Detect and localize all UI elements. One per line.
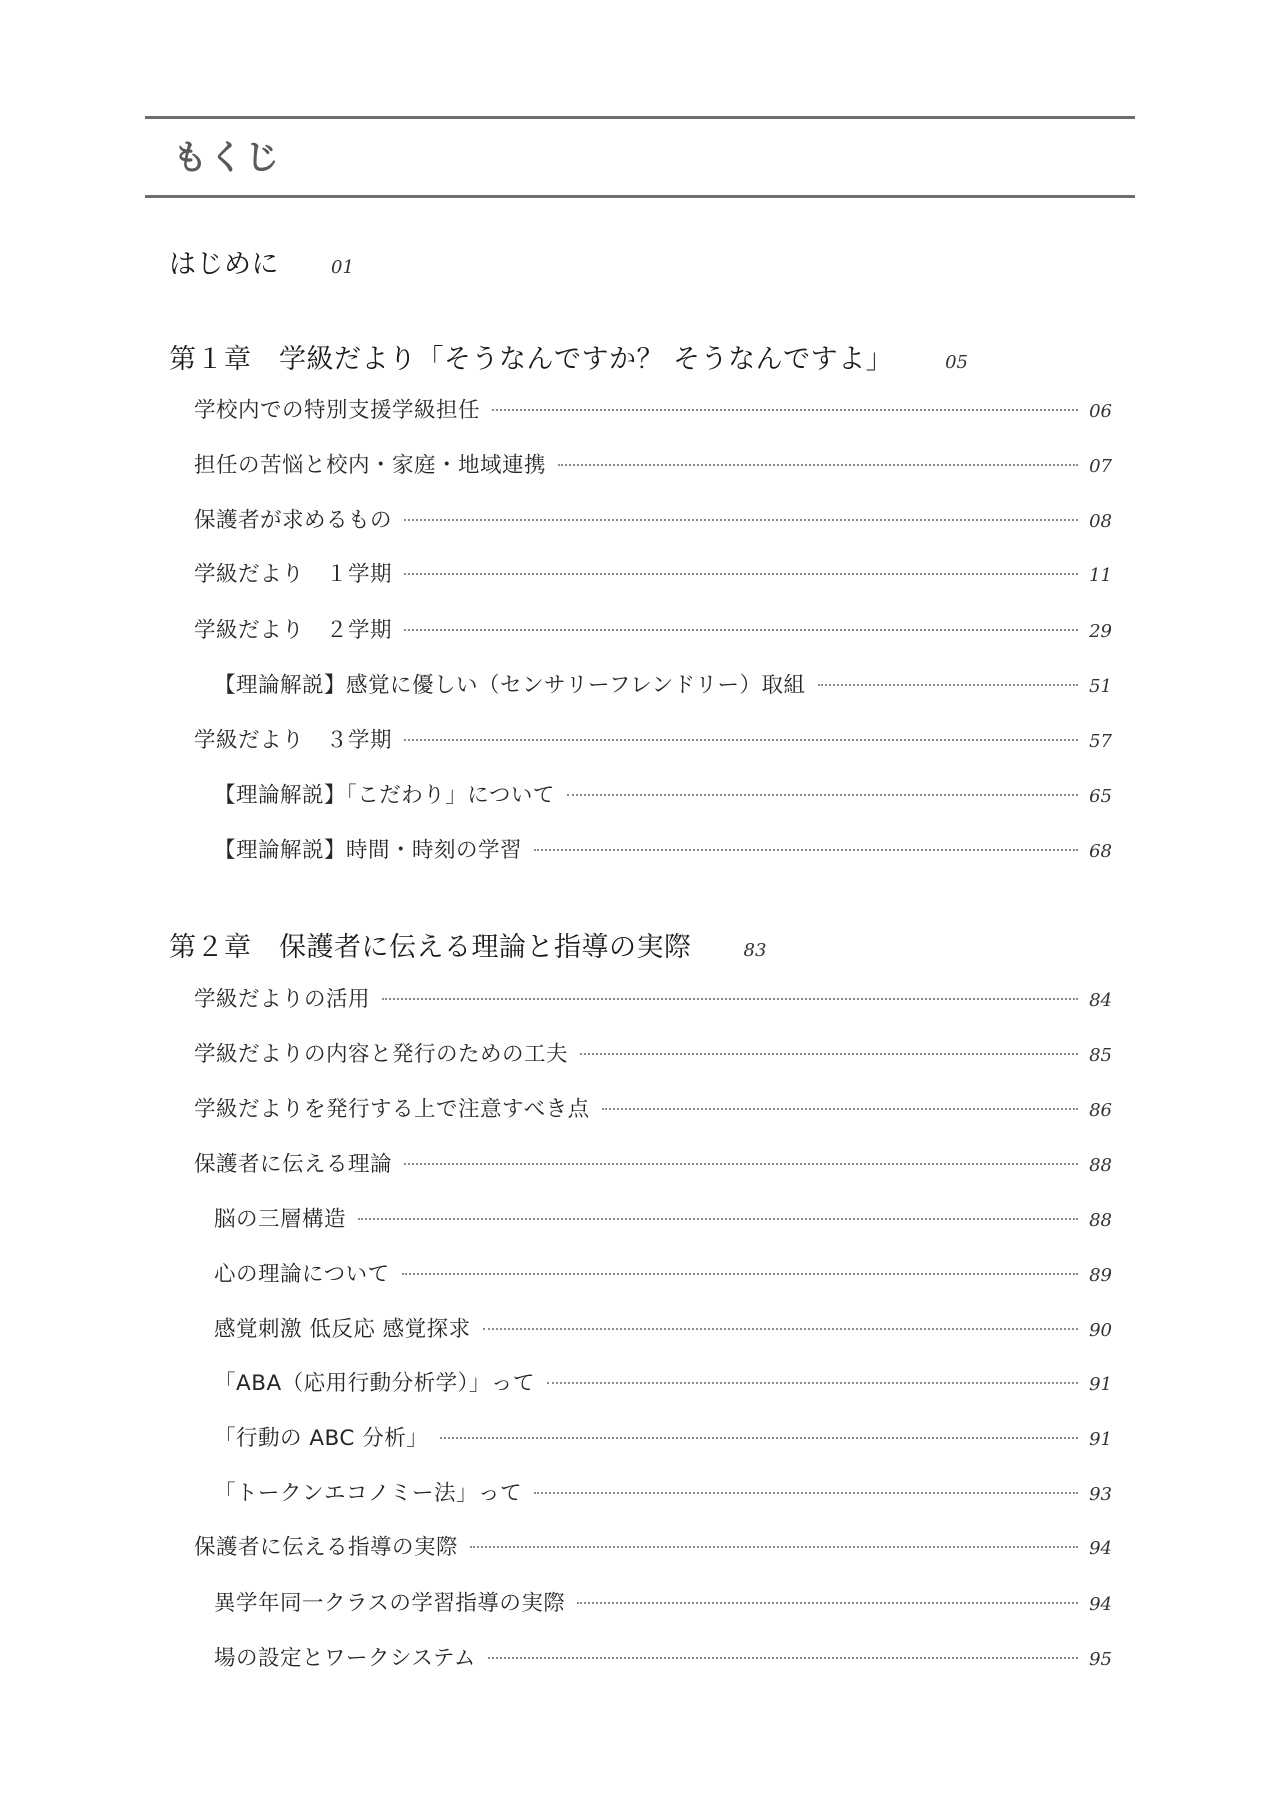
entry-title: 【理論解説】「こだわり」について	[214, 783, 555, 808]
entry-page-number: 94	[1089, 1594, 1112, 1615]
toc-entry[interactable]	[214, 1476, 1112, 1510]
entry-page-number: 91	[1089, 1374, 1112, 1395]
heading-page-number: 01	[331, 257, 354, 278]
toc-entry[interactable]	[214, 1366, 1112, 1400]
entry-title: 【理論解説】時間・時刻の学習	[214, 838, 523, 863]
heading-label: 第２章 保護者に伝える理論と指導の実際	[169, 932, 692, 963]
entry-page-number: 06	[1089, 401, 1112, 422]
toc-heading-chapter-2[interactable]	[169, 925, 766, 965]
toc-entry[interactable]	[214, 1586, 1112, 1620]
entry-title: 「ABA（応用行動分析学）」って	[214, 1371, 535, 1396]
entry-page-number: 29	[1089, 621, 1112, 642]
dot-leader	[558, 464, 1078, 466]
entry-page-number: 11	[1089, 565, 1112, 586]
dot-leader	[580, 1053, 1078, 1055]
dot-leader	[534, 1492, 1078, 1494]
dot-leader	[404, 519, 1078, 521]
toc-entry[interactable]	[194, 1530, 1112, 1564]
toc-entry[interactable]	[194, 503, 1112, 537]
dot-leader	[488, 1657, 1078, 1659]
toc-entry[interactable]	[214, 778, 1112, 812]
title-rule-top	[145, 116, 1135, 119]
dot-leader	[402, 1273, 1078, 1275]
toc-entry[interactable]	[194, 393, 1112, 427]
entry-title: 感覚刺激 低反応 感覚探求	[214, 1317, 471, 1342]
toc-entry[interactable]	[214, 833, 1112, 867]
entry-title: 異学年同一クラスの学習指導の実際	[214, 1591, 566, 1616]
dot-leader	[483, 1328, 1078, 1330]
entry-title: 【理論解説】感覚に優しい（センサリーフレンドリー）取組	[214, 673, 806, 698]
entry-page-number: 65	[1089, 786, 1112, 807]
entry-title: 保護者が求めるもの	[194, 508, 393, 533]
heading-page-number: 83	[743, 940, 767, 961]
heading-label: はじめに	[169, 249, 279, 280]
toc-entry[interactable]	[194, 1092, 1112, 1126]
toc-heading-intro[interactable]	[169, 242, 354, 282]
entry-page-number: 88	[1089, 1155, 1112, 1176]
toc-entry[interactable]	[194, 723, 1112, 757]
dot-leader	[404, 1163, 1078, 1165]
toc-entry[interactable]	[194, 1037, 1112, 1071]
toc-entry[interactable]	[194, 557, 1112, 591]
dot-leader	[547, 1382, 1078, 1384]
toc-entry[interactable]	[214, 1202, 1112, 1236]
dot-leader	[577, 1602, 1078, 1604]
heading-label: 第１章 学級だより「そうなんですか？ そうなんですよ」	[169, 344, 894, 375]
toc-entry[interactable]	[194, 613, 1112, 647]
toc-entry[interactable]	[214, 1641, 1112, 1675]
entry-page-number: 88	[1089, 1210, 1112, 1231]
entry-title: 場の設定とワークシステム	[214, 1646, 476, 1671]
dot-leader	[492, 409, 1078, 411]
toc-entry[interactable]	[194, 448, 1112, 482]
entry-title: 学級だより ３学期	[194, 728, 393, 753]
toc-entry[interactable]	[214, 1421, 1112, 1455]
dot-leader	[534, 849, 1078, 851]
entry-page-number: 07	[1089, 456, 1112, 477]
entry-page-number: 86	[1089, 1100, 1112, 1121]
dot-leader	[404, 573, 1078, 575]
entry-page-number: 95	[1089, 1649, 1112, 1670]
toc-entry[interactable]	[214, 1257, 1112, 1291]
dot-leader	[567, 794, 1078, 796]
toc-heading-chapter-1[interactable]	[169, 337, 968, 377]
dot-leader	[602, 1108, 1078, 1110]
entry-page-number: 90	[1089, 1320, 1112, 1341]
dot-leader	[470, 1546, 1078, 1548]
toc-entry[interactable]	[214, 668, 1112, 702]
dot-leader	[404, 629, 1078, 631]
entry-page-number: 91	[1089, 1429, 1112, 1450]
toc-entry[interactable]	[214, 1312, 1112, 1346]
entry-page-number: 94	[1089, 1538, 1112, 1559]
entry-title: 保護者に伝える指導の実際	[194, 1535, 459, 1560]
title-rule-bottom	[145, 195, 1135, 198]
entry-title: 「トークンエコノミー法」って	[214, 1481, 523, 1506]
entry-title: 保護者に伝える理論	[194, 1152, 393, 1177]
entry-page-number: 57	[1089, 731, 1112, 752]
entry-title: 学級だよりを発行する上で注意すべき点	[194, 1097, 590, 1122]
dot-leader	[382, 998, 1078, 1000]
dot-leader	[440, 1437, 1078, 1439]
toc-entry[interactable]	[194, 1147, 1112, 1181]
entry-title: 学級だより １学期	[194, 562, 393, 587]
entry-title: 「行動の ABC 分析」	[214, 1426, 429, 1451]
entry-page-number: 68	[1089, 841, 1112, 862]
entry-page-number: 84	[1089, 990, 1112, 1011]
page-title: もくじ	[173, 138, 281, 178]
entry-title: 脳の三層構造	[214, 1207, 347, 1232]
heading-page-number: 05	[945, 352, 968, 373]
dot-leader	[404, 739, 1078, 741]
entry-title: 学級だより ２学期	[194, 618, 393, 643]
entry-title: 学校内での特別支援学級担任	[194, 398, 481, 423]
entry-title: 担任の苦悩と校内・家庭・地域連携	[194, 453, 547, 478]
entry-title: 学級だよりの活用	[194, 987, 371, 1012]
dot-leader	[818, 684, 1078, 686]
toc-entry[interactable]	[194, 982, 1112, 1016]
entry-title: 学級だよりの内容と発行のための工夫	[194, 1042, 569, 1067]
entry-title: 心の理論について	[214, 1262, 390, 1287]
entry-page-number: 85	[1089, 1045, 1112, 1066]
dot-leader	[358, 1218, 1078, 1220]
entry-page-number: 93	[1089, 1484, 1112, 1505]
entry-page-number: 08	[1089, 511, 1112, 532]
entry-page-number: 51	[1089, 676, 1112, 697]
entry-page-number: 89	[1089, 1265, 1112, 1286]
